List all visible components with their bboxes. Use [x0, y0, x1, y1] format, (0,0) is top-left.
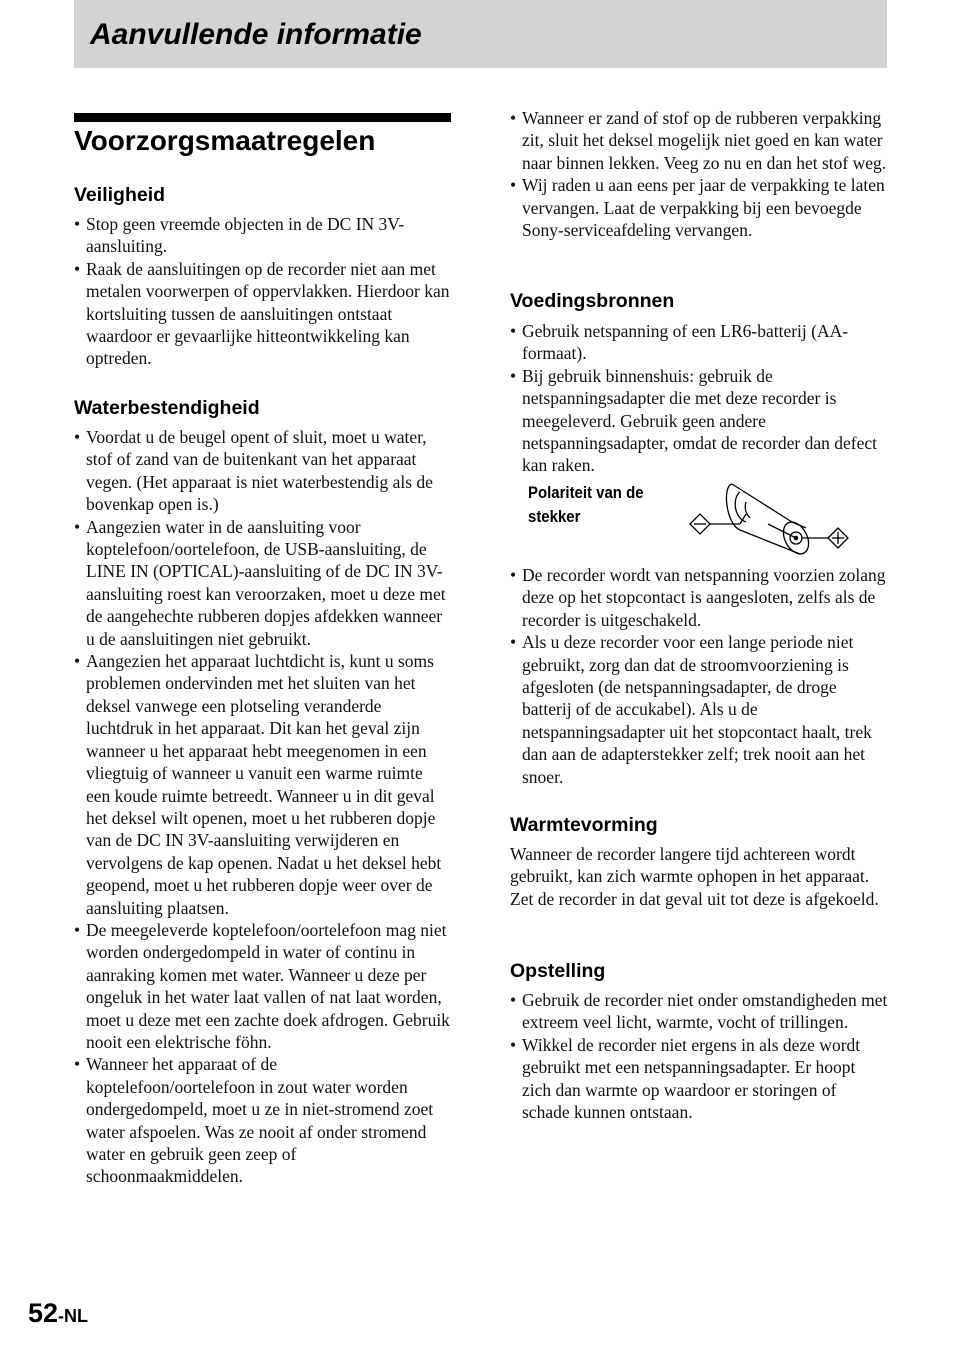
list-item: • Stop geen vreemde objecten in de DC IN 3V-aansluiting.: [74, 213, 450, 258]
list-voedingsbronnen-b: [510, 564, 888, 788]
chapter-title: Aanvullende informatie: [90, 18, 422, 51]
page-number-suffix: -NL: [58, 1306, 89, 1326]
list-item: • Wikkel de recorder niet ergens in als deze wordt gebruikt met een netspanningsadapter. Er hoopt zich dan warmte op waardoor er storingen of schade kunnen ontstaan.: [510, 1034, 888, 1124]
header-bar: [74, 0, 887, 68]
list-item: • Als u deze recorder voor een lange periode niet gebruikt, zorg dan dat de stroomvoorziening is afgesloten (de netspanningsadapter, de droge batterij of de accukabel). Als u de netspanningsadapter uit het stopcontact haalt, trek dan aan de adapterstekker zelf; trek nooit aan het snoer.: [510, 631, 888, 788]
list-item: • Wanneer het apparaat of de koptelefoon/oortelefoon in zout water worden ondergedompeld, moet u ze in niet-stromend zoet water afspoelen. Was ze nooit af onder stromend water en gebruik geen zeep of schoonmaakmiddelen.: [74, 1053, 450, 1187]
page-number-value: 52: [28, 1298, 59, 1328]
list-item: • De meegeleverde koptelefoon/oortelefoon mag niet worden ondergedompeld in water of continu in aanraking komen met water. Wanneer u deze per ongeluk in het water laat vallen of nat laat worden, moet u deze met een zachte doek afdrogen. Gebruik nooit een elektrische föhn.: [74, 919, 450, 1053]
list-item: • Bij gebruik binnenshuis: gebruik de netspanningsadapter die met deze recorder is meegeleverd. Gebruik geen andere netspanningsadapter, omdat de recorder dan defect kan raken.: [510, 365, 888, 477]
plug-polarity-diagram-icon: [688, 478, 860, 560]
heading-veiligheid: Veiligheid: [74, 184, 166, 206]
list-item: • De recorder wordt van netspanning voorzien zolang deze op het stopcontact is aangesloten, zelfs als de recorder is uitgeschakeld.: [510, 564, 888, 631]
page-number: [28, 1300, 88, 1327]
heading-warmtevorming: Warmtevorming: [510, 814, 658, 836]
heading-voedingsbronnen: Voedingsbronnen: [510, 290, 675, 312]
section-rule: [74, 113, 451, 122]
paragraph-warmtevorming: Wanneer de recorder langere tijd achtereen wordt gebruikt, kan zich warmte ophopen in het apparaat. Zet de recorder in dat geval uit tot deze is afgekoeld.: [510, 844, 879, 909]
list-item: • Gebruik netspanning of een LR6-batterij (AA-formaat).: [510, 320, 888, 365]
list-waterbestendigheid-continued: [510, 107, 888, 241]
list-item: • Aangezien het apparaat luchtdicht is, kunt u soms problemen ondervinden met het sluiten van het deksel vanwege een plotseling veranderde luchtdruk in het apparaat. Dit kan het geval zijn wanneer u het apparaat hebt meegenomen in een vliegtuig of wanneer u vanuit een warme ruimte een koude ruimte betreedt. Wanneer u in dit geval het deksel wilt openen, moet u het rubberen dopje van de DC IN 3V-aansluiting verwijderen en vervolgens de kap openen. Nadat u het deksel hebt geopend, moet u het rubberen dopje weer over de aansluiting plaatsen.: [74, 650, 450, 919]
list-opstelling: [510, 989, 888, 1123]
list-item: • Gebruik de recorder niet onder omstandigheden met extreem veel licht, warmte, vocht of trillingen.: [510, 989, 888, 1034]
list-item: • Wij raden u aan eens per jaar de verpakking te laten vervangen. Laat de verpakking bij een bevoegde Sony-serviceafdeling vervangen.: [510, 174, 888, 241]
list-item: • Wanneer er zand of stof op de rubberen verpakking zit, sluit het deksel mogelijk niet goed en kan water naar binnen lekken. Veeg zo nu en dan het stof weg.: [510, 107, 888, 174]
list-waterbestendigheid: [74, 426, 450, 1188]
heading-opstelling: Opstelling: [510, 960, 606, 982]
list-item: • Aangezien water in de aansluiting voor koptelefoon/oortelefoon, de USB-aansluiting, de LINE IN (OPTICAL)-aansluiting of de DC IN 3V-aansluiting roest kan veroorzaken, moet u deze met de aangehechte rubberen dopjes afdekken wanneer u de aansluitingen niet gebruikt.: [74, 516, 450, 650]
list-item: • Raak de aansluitingen op de recorder niet aan met metalen voorwerpen of oppervlakken. Hierdoor kan kortsluiting tussen de aansluitingen ontstaat waardoor er gevaarlijke hitteontwikkeling kan optreden.: [74, 258, 450, 370]
list-voedingsbronnen-a: [510, 320, 888, 477]
polarity-label: Polariteit van de stekker: [528, 483, 644, 526]
list-veiligheid: [74, 213, 450, 370]
heading-waterbestendigheid: Waterbestendigheid: [74, 397, 260, 419]
list-item: • Voordat u de beugel opent of sluit, moet u water, stof of zand van de buitenkant van het apparaat vegen. (Het apparaat is niet waterbestendig als de bovenkap open is.): [74, 426, 450, 516]
section-title: Voorzorgsmaatregelen: [74, 125, 376, 156]
